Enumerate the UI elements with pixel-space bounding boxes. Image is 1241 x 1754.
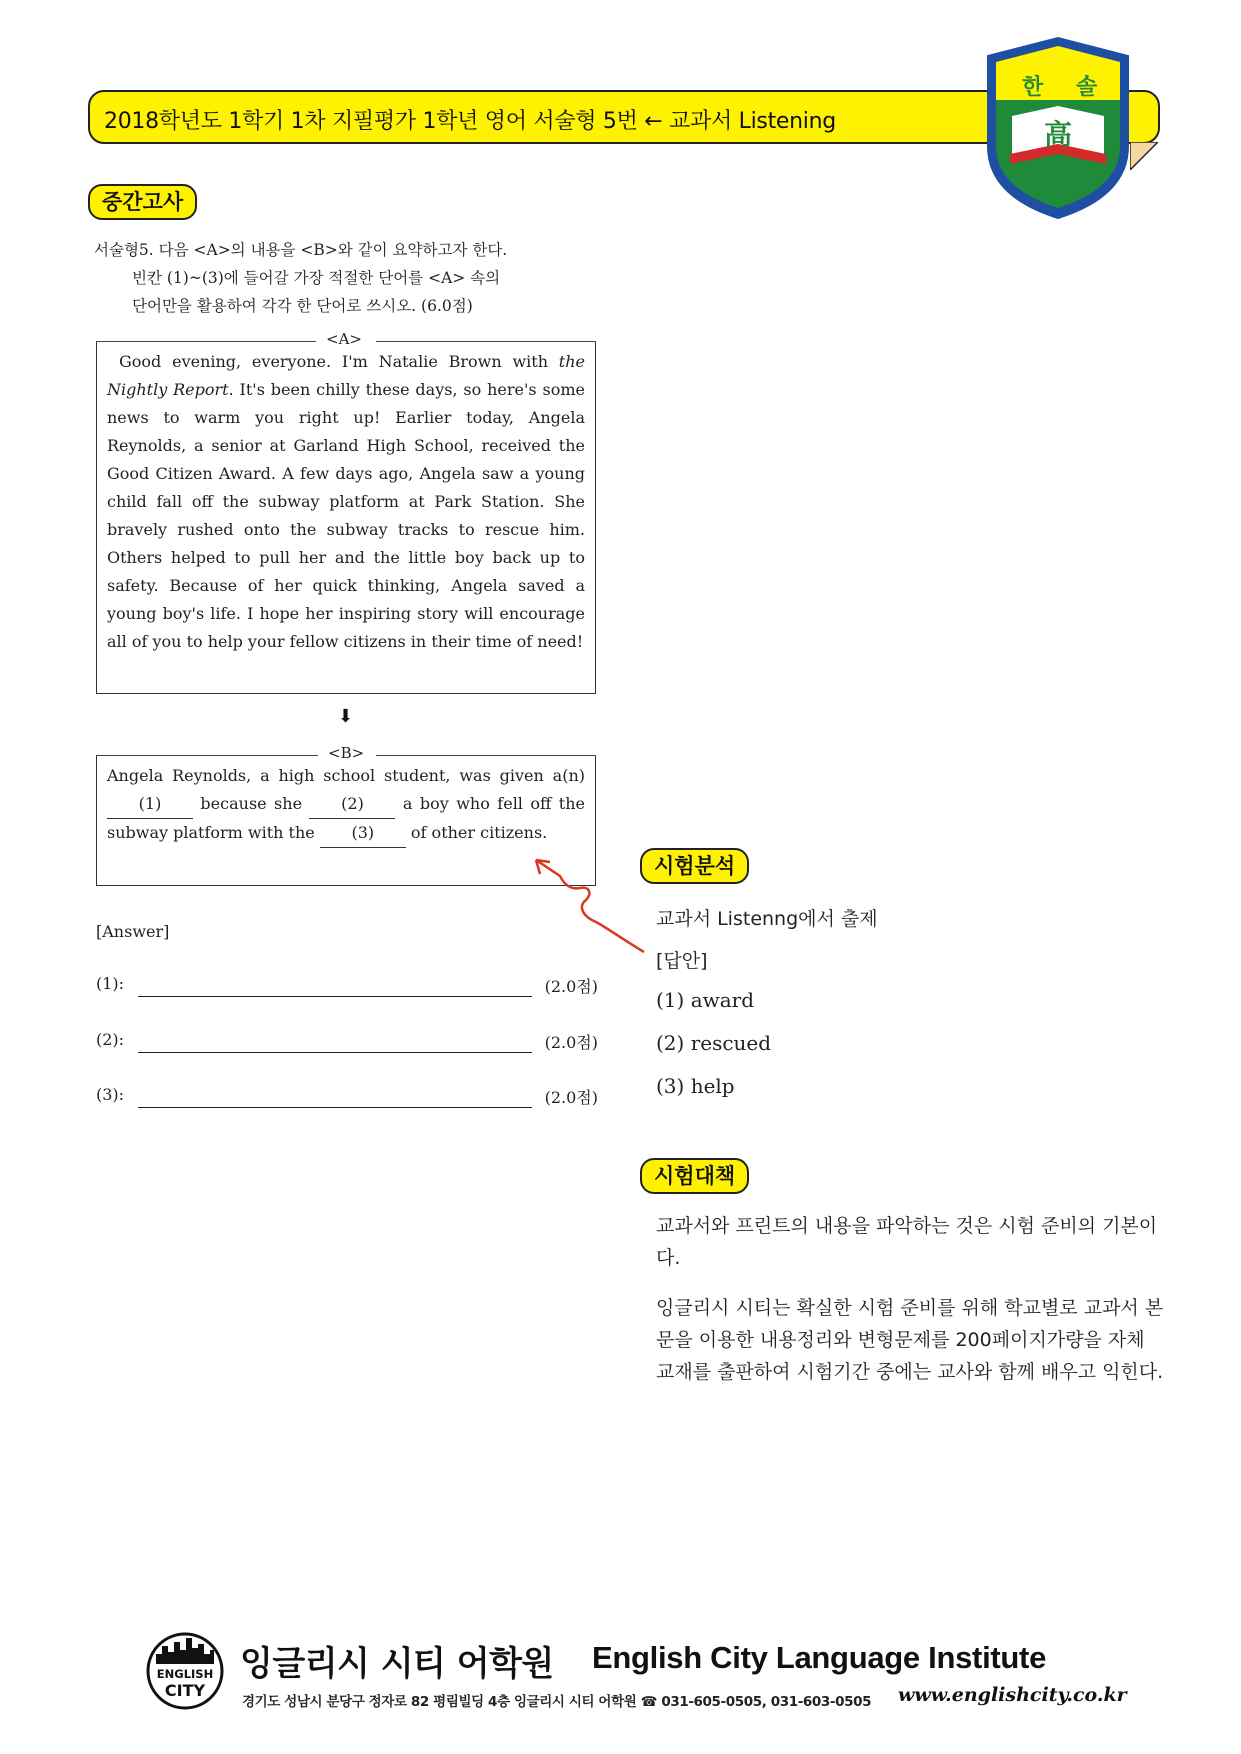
passage-b-text-1: Angela Reynolds, a high school student, was given a(n) — [107, 766, 585, 785]
passage-b-text-4: of other citizens. — [405, 823, 548, 842]
passage-b-text-2: because she — [193, 794, 310, 813]
answer-row-2 — [96, 1028, 598, 1058]
question-line-3: 단어만을 활용하여 각각 한 단어로 쓰시오. (6.0점) — [132, 297, 473, 315]
answer-row-3 — [96, 1083, 598, 1113]
answer-points: (2.0점) — [544, 1033, 598, 1052]
down-arrow-icon: ⬇ — [338, 706, 354, 727]
footer-url[interactable]: www.englishcity.co.kr — [898, 1684, 1127, 1706]
passage-b-text-3: a boy who fell off the subway platform with the — [107, 794, 585, 842]
strategy-tag: 시험대책 — [640, 1158, 749, 1194]
annotation-arrow-icon — [520, 856, 650, 966]
logo-text-line2: CITY — [164, 1681, 206, 1700]
midterm-tag: 중간고사 — [88, 184, 197, 220]
strategy-paragraph-2: 잉글리시 시티는 확실한 시험 준비를 위해 학교별로 교과서 본문을 이용한 내용정리와 변형문제를 200페이지가량을 자체 교재를 출판하여 시험기간 중에는 교사와 함께 배우고 익힌다. — [656, 1297, 1164, 1383]
answer-label: [Answer] — [96, 922, 170, 941]
answer-row-1 — [96, 972, 598, 1002]
answer-line — [138, 1107, 532, 1108]
footer-title-english: English City Language Institute — [592, 1640, 1047, 1675]
logo-text-line1: ENGLISH — [156, 1667, 214, 1681]
banner-title: 2018학년도 1학기 1차 지필평가 1학년 영어 서술형 5번 ← 교과서 Listening — [104, 109, 836, 134]
answer-row-number: (3): — [96, 1085, 125, 1104]
blank-3: (3) — [320, 819, 406, 848]
emblem-char-right: 솔 — [1076, 75, 1098, 100]
strategy-paragraph-1: 교과서와 프린트의 내용을 파악하는 것은 시험 준비의 기본이다. — [656, 1215, 1158, 1269]
answer-heading: [답안] — [656, 950, 708, 972]
answer-2: (2) rescued — [656, 1031, 772, 1055]
answer-3: (3) help — [656, 1074, 735, 1098]
analysis-tag: 시험분석 — [640, 848, 749, 884]
page-fold-corner — [1130, 142, 1158, 170]
passage-a-text-1: Good evening, everyone. I'm Natalie Brown with — [119, 352, 559, 371]
question-line-2: 빈칸 (1)~(3)에 들어갈 가장 적절한 단어를 <A> 속의 — [132, 269, 501, 287]
school-emblem-logo — [982, 36, 1134, 220]
passage-a-label: <A> — [320, 330, 368, 348]
blank-2: (2) — [309, 790, 395, 819]
passage-a-text-2: . It's been chilly these days, so here's some news to warm you right up! Earlier today, Angela Reynolds, a senior at Garland High School, received the Good Citizen Award. A few days ago, Angela saw a young child fall off the subway platform at Park Station. She bravely rushed onto the subway tracks to rescue him. Others helped to pull her and the little boy back up to safety. Because of her quick thinking, Angela saved a young boy's life. I hope her inspiring story will encourage all of you to help your fellow citizens in their time of need! — [107, 380, 585, 651]
passage-a-italic-title: the Nightly Report — [107, 352, 585, 399]
analysis-source: 교과서 Listenng에서 출제 — [656, 908, 878, 930]
question-prompt — [94, 236, 594, 320]
answer-points: (2.0점) — [544, 1088, 598, 1107]
footer-address: 경기도 성남시 분당구 정자로 82 평림빌딩 4층 잉글리시 시티 어학원 ☎ 031-605-0505, 031-603-0505 — [242, 1694, 872, 1710]
answer-points: (2.0점) — [544, 977, 598, 996]
emblem-char-center: 高 — [1044, 118, 1073, 151]
question-line-1: 서술형5. 다음 <A>의 내용을 <B>와 같이 요약하고자 한다. — [94, 241, 508, 259]
answer-row-number: (1): — [96, 974, 125, 993]
passage-a-box — [96, 342, 596, 694]
emblem-char-left: 한 — [1022, 75, 1044, 100]
answer-1: (1) award — [656, 988, 755, 1012]
english-city-logo — [146, 1632, 224, 1710]
answer-line — [138, 1052, 532, 1053]
answer-row-number: (2): — [96, 1030, 125, 1049]
passage-b-label: <B> — [322, 744, 370, 762]
answer-line — [138, 996, 532, 997]
footer-title-korean: 잉글리시 시티 어학원 — [240, 1644, 554, 1684]
blank-1: (1) — [107, 790, 193, 819]
